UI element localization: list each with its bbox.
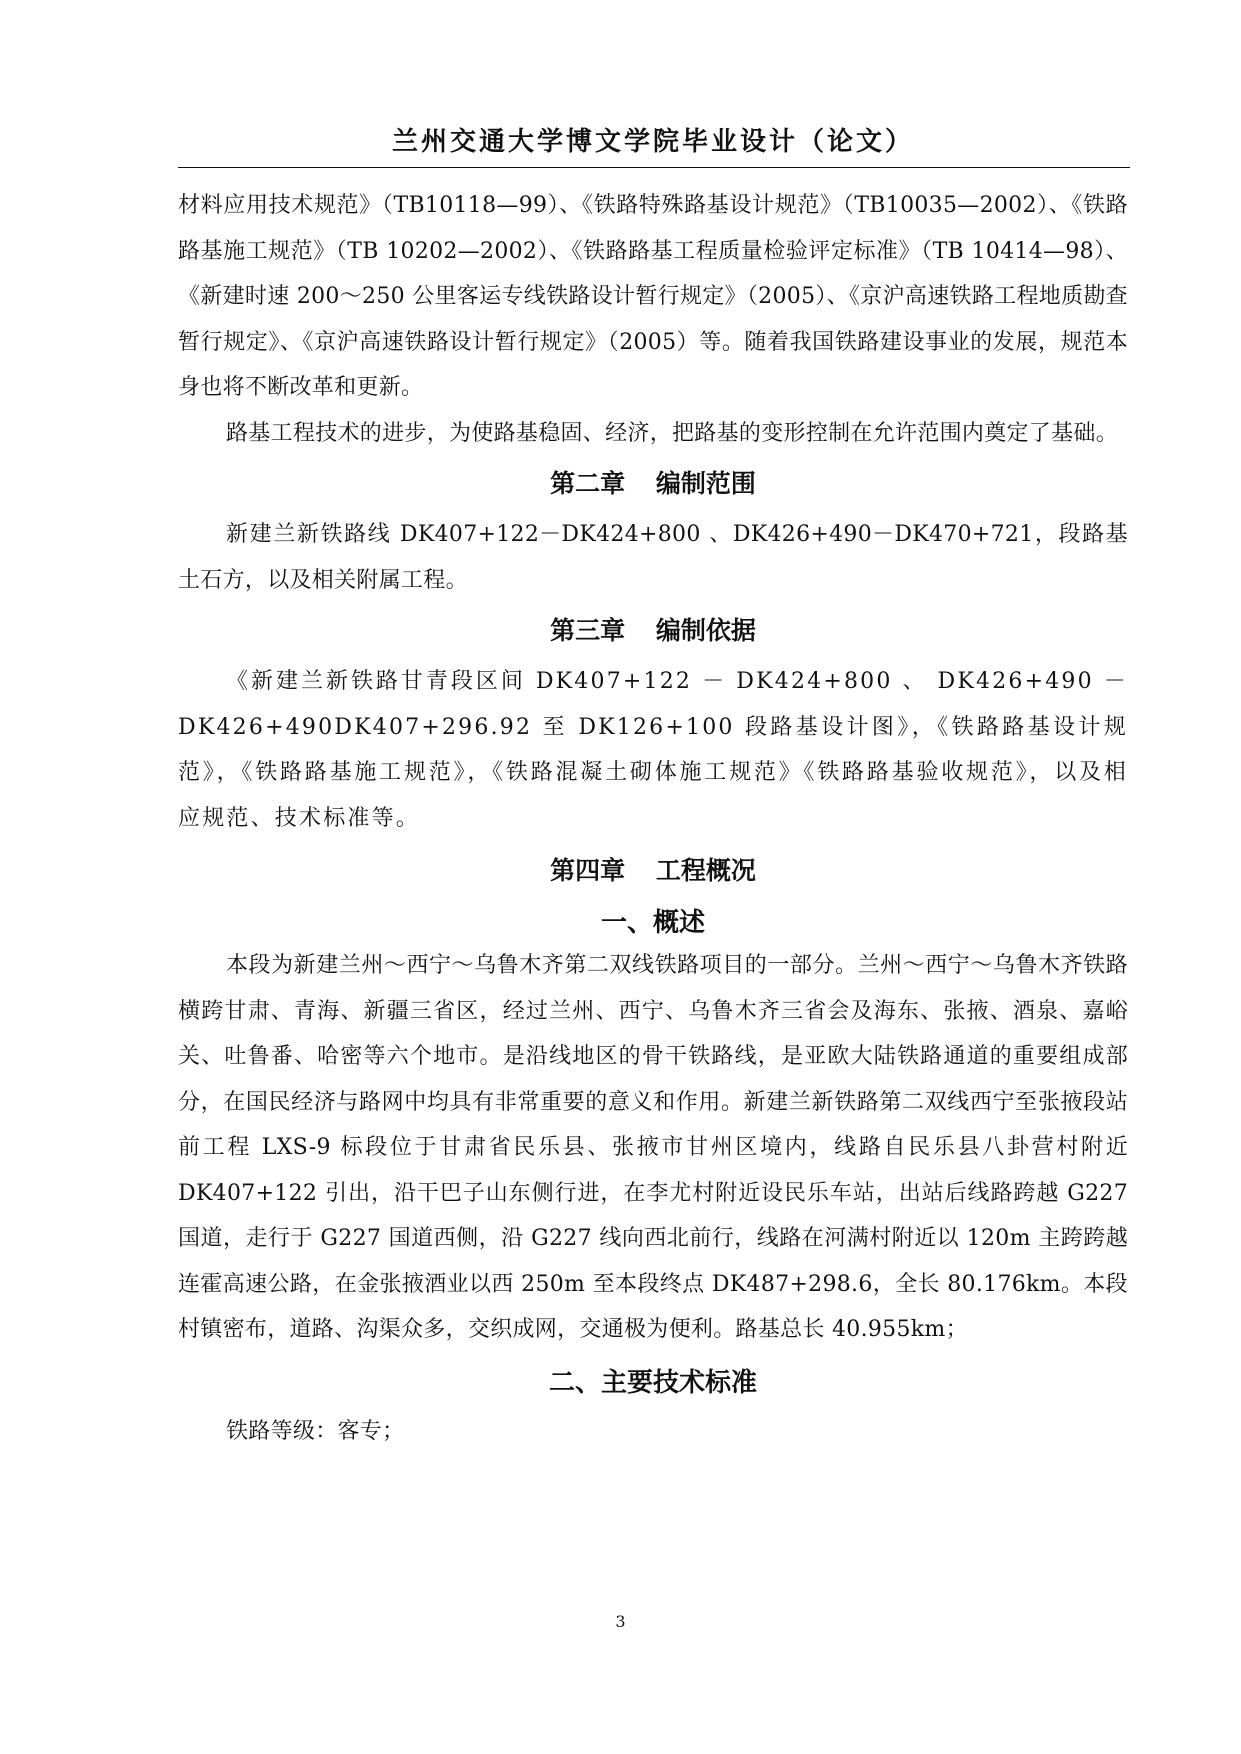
page-number: 3 [615,1612,626,1631]
chapter-2-paragraph: 新建兰新铁路线 DK407+122－DK424+800 、DK426+490－DK470+721，段路基土石方，以及相关附属工程。 [178,522,1128,593]
section-1-heading: 一、概述 [600,908,705,938]
section-2-heading: 二、主要技术标准 [548,1367,757,1398]
section-1-paragraph: 本段为新建兰州～西宁～乌鲁木齐第二双线铁路项目的一部分。兰州～西宁～乌鲁木齐铁路横跨甘肃、青海、新疆三省区，经过兰州、西宁、乌鲁木齐三省会及海东、张掖、酒泉、嘉峪关、吐鲁番、哈密等六个地市。是沿线地区的骨干铁路线，是亚欧大陆铁路通道的重要组成部分，在国民经济与路网中均具有非常重要的意义和作用。新建兰新铁路第二双线西宁至张掖段站前工程 LXS-9 标段位于甘肃省民乐县、张掖市甘州区境内，线路自民乐县八卦营村附近 DK407+122 引出，沿干巴子山东侧行进，在李尤村附近设民乐车站，出站后线路跨越 G227 国道，走行于 G227 国道西侧，沿 G227 线向西北前行，线路在河满村附近以 120m 主跨跨越连霍高速公路，在金张掖酒业以西 250m 至本段终点 DK487+298.6，全长 80.176km。本段村镇密布，道路、沟渠众多，交织成网，交通极为便利。路基总长 40.955km； [178,953,1128,1342]
chapter-3-paragraph: 《新建兰新铁路甘青段区间 DK407+122 － DK424+800 、 DK426+490 － DK426+490DK407+296.92 至 DK126+100 段路基设计图》，《铁路路基设计规范》，《铁路路基施工规范》，《铁路混凝土砌体施工规范》《铁路路基验收规范》，以及相应规范、技术标准等。 [178,669,1128,831]
chapter-4-heading: 第四章 工程概况 [550,856,756,885]
progress-paragraph: 路基工程技术的进步，为使路基稳固、经济，把路基的变形控制在允许范围内奠定了基础。 [226,420,1119,446]
section-2-paragraph: 铁路等级：客专； [226,1418,405,1444]
intro-paragraph: 材料应用技术规范》（TB10118—99）、《铁路特殊路基设计规范》（TB10035—2002）、《铁路路基施工规范》（TB 10202—2002）、《铁路路基工程质量检验评定标准》（TB 10414—98）、《新建时速 200～250 公里客运专线铁路设计暂行规定》（2005）、《京沪高速铁路工程地质勘查暂行规定》、《京沪高速铁路设计暂行规定》（2005）等。随着我国铁路建设事业的发展，规范本身也将不断改革和更新。 [178,193,1128,400]
chapter-3-heading: 第三章 编制依据 [550,616,756,645]
header-rule [178,167,1130,168]
chapter-2-heading: 第二章 编制范围 [550,469,756,498]
running-header: 兰州交通大学博文学院毕业设计（论文） [391,127,914,157]
page-body [178,183,1128,1454]
